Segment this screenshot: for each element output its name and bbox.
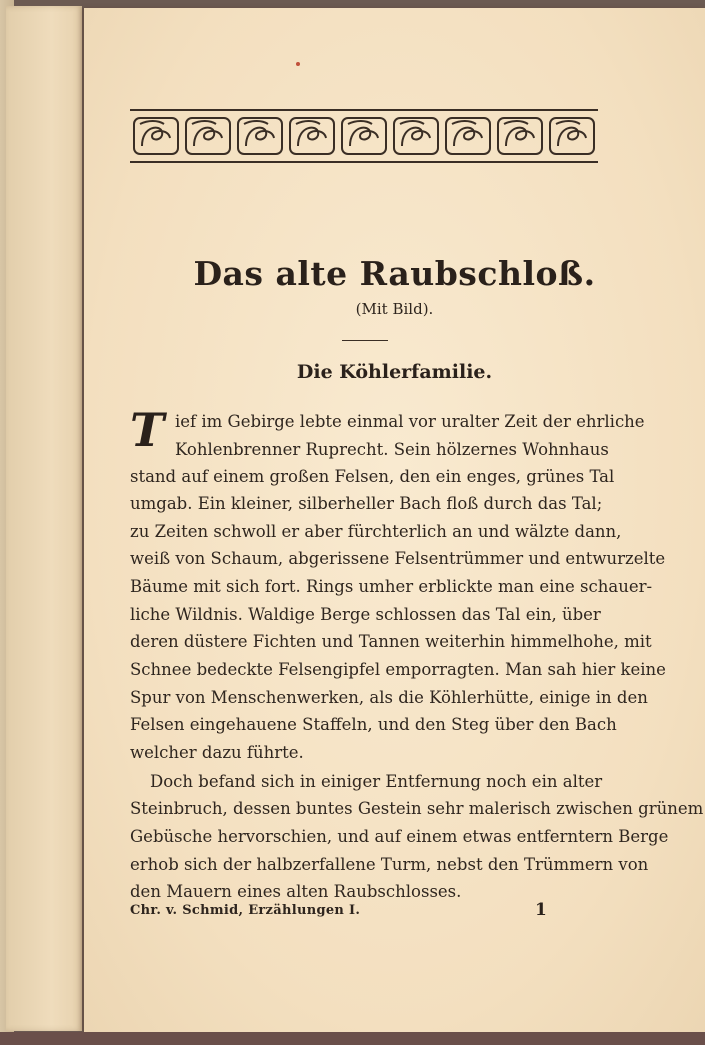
- text-line: Steinbruch, dessen buntes Gestein sehr malerisch zwischen grünem: [130, 799, 704, 818]
- text-line: weiß von Schaum, abgerissene Felsentrümmer und entwurzelte: [130, 549, 666, 568]
- ink-spot: [296, 62, 300, 66]
- text-line: Gebüsche hervorschien, und auf einem etwas entferntern Berge: [130, 827, 669, 846]
- text-line: Bäume mit sich fort. Rings umher erblickte man eine schauer-: [130, 577, 653, 596]
- chapter-title: Das alte Raubschloß.: [193, 254, 596, 293]
- text-line: deren düstere Fichten und Tannen weiterhin himmelhohe, mit: [130, 632, 652, 651]
- previous-page-edge: [6, 6, 82, 1031]
- text-line: Schnee bedeckte Felsengipfel emporragten. Man sah hier keine: [130, 660, 666, 679]
- title-divider: [342, 340, 388, 341]
- page-number: 1: [535, 900, 547, 920]
- text-line: Spur von Menschenwerken, als die Köhlerhütte, einige in den: [130, 688, 648, 707]
- footer-author: Chr. v. Schmid, Erzählungen I.: [130, 903, 361, 918]
- text-line: ief im Gebirge lebte einmal vor uralter Zeit der ehrliche: [175, 412, 645, 431]
- text-line: umgab. Ein kleiner, silberheller Bach floß durch das Tal;: [130, 494, 603, 513]
- book-cover-edge: [0, 1032, 705, 1045]
- text-line: Kohlenbrenner Ruprecht. Sein hölzernes Wohnhaus: [175, 440, 609, 459]
- section-title: Die Köhlerfamilie.: [296, 361, 493, 383]
- chapter-subtitle: (Mit Bild).: [355, 300, 434, 318]
- text-line: erhob sich der halbzerfallene Turm, nebst den Trümmern von: [130, 855, 649, 874]
- text-line: Doch befand sich in einiger Entfernung noch ein alter: [150, 772, 603, 791]
- drop-cap: T: [130, 403, 165, 457]
- text-line: den Mauern eines alten Raubschlosses.: [130, 882, 462, 901]
- text-line: stand auf einem großen Felsen, den ein enges, grünes Tal: [130, 467, 615, 486]
- text-line: Felsen eingehauene Staffeln, und den Steg über den Bach: [130, 715, 617, 734]
- text-line: welcher dazu führte.: [130, 743, 304, 762]
- text-line: zu Zeiten schwoll er aber fürchterlich an und wälzte dann,: [130, 522, 622, 541]
- text-line: liche Wildnis. Waldige Berge schlossen das Tal ein, über: [130, 605, 601, 624]
- ornamental-border: [130, 108, 598, 164]
